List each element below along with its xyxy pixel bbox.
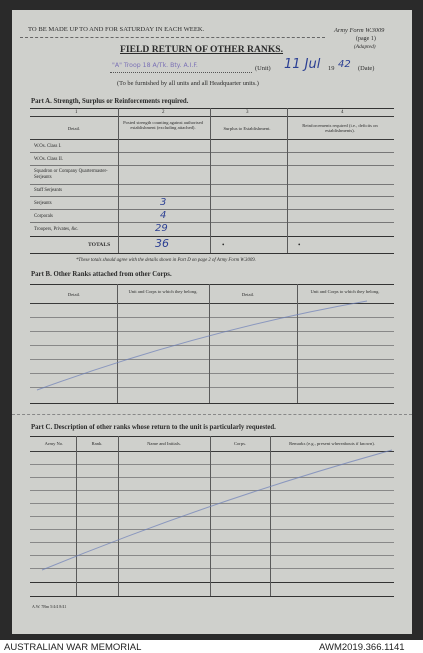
part-c-heading: Part C. Description of other ranks whose return to the unit is particularly requested. xyxy=(31,424,276,431)
totals-mark-surplus: • xyxy=(222,241,225,249)
row-label-troopers: Troopers, Privates, &c. xyxy=(34,227,79,232)
totals-footnote: *These totals should agree with the details shown in Part D on page 2 of Army Form W.3009. xyxy=(76,258,256,263)
army-form-number: Army Form W.3009 xyxy=(334,27,385,34)
adapted-note: (Adapted) xyxy=(354,44,376,50)
row-label-corporals: Corporals xyxy=(34,214,53,219)
year-prefix: 19 xyxy=(328,65,335,72)
row-label-serjeants: Serjeants xyxy=(34,201,52,206)
date-label: (Date) xyxy=(358,65,375,72)
col-header-reinforcements: Reinforcements required (i.e., deficits on establishments). xyxy=(302,123,378,134)
part-b-diagonal-stroke xyxy=(37,301,367,390)
row-label-staff-serjeants: Staff Serjeants xyxy=(34,188,63,193)
form-title: FIELD RETURN OF OTHER RANKS. xyxy=(120,44,284,55)
col-number-3: 3 xyxy=(246,110,249,115)
unit-label: (Unit) xyxy=(255,65,271,72)
totals-value: 36 xyxy=(155,237,169,250)
row-label-cqms: Squadron or Company Quartermaster-Serjeants xyxy=(34,169,108,180)
value-corporals: 4 xyxy=(160,210,167,221)
pen-strokes xyxy=(12,10,412,634)
part-b-header-detail-1: Detail. xyxy=(67,292,81,297)
totals-label: TOTALS xyxy=(88,242,111,248)
part-b-heading: Part B. Other Ranks attached from other Corps. xyxy=(31,271,172,278)
part-c-diagonal-stroke xyxy=(42,450,392,570)
print-code: A.W. 7Bm 5/4/4 8/41 xyxy=(32,604,67,609)
value-troopers: 29 xyxy=(155,223,168,234)
part-c-header-rank: Rank. xyxy=(91,441,103,446)
row-label-wo2: W.Os. Class II. xyxy=(34,157,64,162)
col-number-1: 1 xyxy=(75,110,78,115)
col-header-posted: Posted strength counting against authorised establishment (excluding attached). xyxy=(123,120,203,131)
top-note: TO BE MADE UP TO AND FOR SATURDAY IN EACH WEEK. xyxy=(28,26,205,33)
part-b-header-unit-2: Unit and Corps to which they belong. xyxy=(310,289,380,294)
year-handwritten: 42 xyxy=(338,59,351,70)
page-indicator: (page 1) xyxy=(356,36,376,42)
furnished-note: (To be furnished by all units and all Headquarter units.) xyxy=(117,80,259,87)
part-c-header-name: Name and Initials. xyxy=(147,441,181,446)
form-page xyxy=(12,10,412,634)
row-label-wo1: W.Os. Class I. xyxy=(34,144,62,149)
part-b-header-unit-1: Unit and Corps to which they belong. xyxy=(128,289,198,294)
col-number-4: 4 xyxy=(341,110,344,115)
part-c-header-army-no: Army No. xyxy=(44,441,64,446)
part-b-header-detail-2: Detail. xyxy=(241,292,255,297)
date-handwritten: 11 Jul xyxy=(284,57,321,72)
col-number-2: 2 xyxy=(162,110,165,115)
totals-mark-reinforcements: • xyxy=(298,241,301,249)
col-header-surplus: Surplus to Establishment. xyxy=(223,126,271,131)
unit-stamp: "A" Troop 18 A/Tk. Bty. A.I.F. xyxy=(112,62,198,69)
part-c-header-corps: Corps. xyxy=(233,441,247,446)
footer-left: AUSTRALIAN WAR MEMORIAL xyxy=(4,642,142,653)
col-header-detail: Detail. xyxy=(67,126,81,131)
part-a-heading: Part A. Strength, Surplus or Reinforcements required. xyxy=(31,98,189,105)
part-c-header-remarks: Remarks (e.g., present whereabouts if known). xyxy=(289,441,375,446)
footer-right: AWM2019.366.1141 xyxy=(319,642,405,653)
value-serjeants: 3 xyxy=(160,197,167,208)
